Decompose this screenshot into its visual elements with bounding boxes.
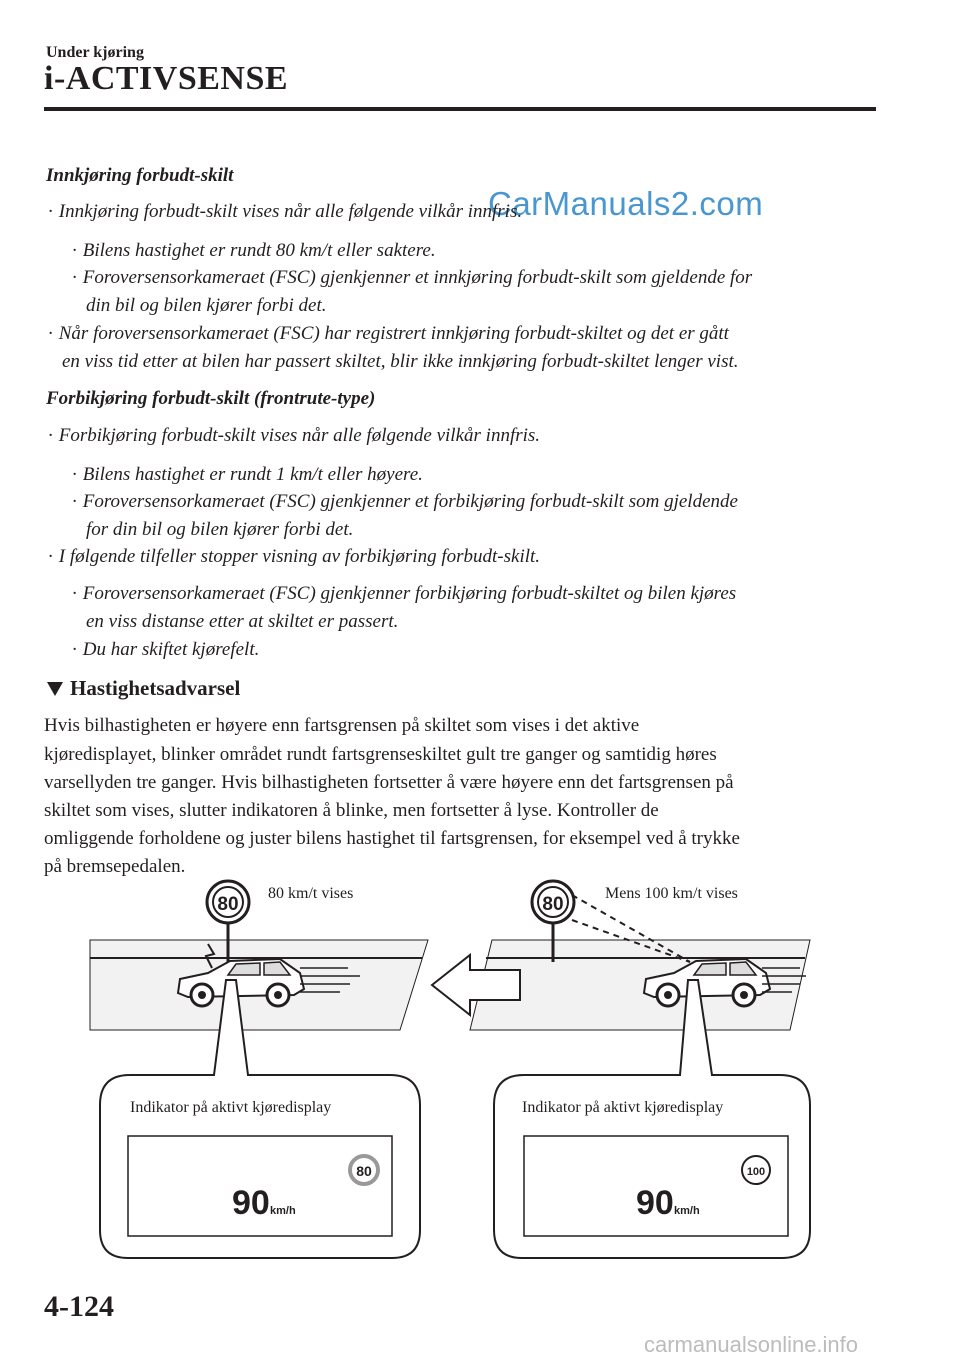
footer-watermark: carmanualsonline.info	[644, 1332, 859, 1357]
speed-warning-heading: Hastighetsadvarsel	[70, 676, 241, 700]
left-caption: 80 km/t vises	[268, 885, 354, 902]
left-display-unit: km/h	[270, 1205, 296, 1217]
right-display-unit: km/h	[674, 1205, 700, 1217]
right-caption: Mens 100 km/t vises	[605, 885, 738, 902]
body-line: på bremsepedalen.	[44, 856, 186, 877]
body-line: varsellyden tre ganger. Hvis bilhastigheten fortsetter å være høyere enn det fartsgrensen på	[44, 772, 734, 793]
list-item: · Forbikjøring forbudt-skilt vises når alle følgende vilkår innfris.	[48, 420, 540, 452]
list-item-cont: en viss tid etter at bilen har passert skiltet, blir ikke innkjøring forbudt-skiltet lenger vist.	[62, 351, 739, 372]
body-line: kjøredisplayet, blinker området rundt fartsgrenseskiltet gult tre ganger og samtidig høres	[44, 744, 717, 765]
right-display-speed: 90	[636, 1184, 674, 1222]
left-sign-value: 80	[217, 894, 239, 915]
right-display-limit: 100	[746, 1166, 766, 1178]
list-item: · Innkjøring forbudt-skilt vises når alle følgende vilkår innfris.	[48, 196, 522, 228]
list-item: · Du har skiftet kjørefelt.	[72, 634, 259, 666]
list-item: · Foroversensorkameraet (FSC) gjenkjenner et forbikjøring forbudt-skilt som gjeldende	[72, 486, 738, 518]
list-item: · Foroversensorkameraet (FSC) gjenkjenner et innkjøring forbudt-skilt som gjeldende for	[72, 262, 752, 294]
list-item-cont: en viss distanse etter at skiltet er passert.	[86, 611, 399, 632]
right-panel-label: Indikator på aktivt kjøredisplay	[522, 1099, 724, 1116]
left-display-speed: 90	[232, 1184, 270, 1222]
page-title: i-ACTIVSENSE	[44, 60, 289, 97]
right-sign-value: 80	[542, 894, 564, 915]
list-item: · Foroversensorkameraet (FSC) gjenkjenner forbikjøring forbudt-skiltet og bilen kjøres	[72, 578, 736, 610]
list-item: · Når foroversensorkameraet (FSC) har registrert innkjøring forbudt-skiltet og det er gått	[48, 318, 729, 350]
body-line: skiltet som vises, slutter indikatoren å blinke, men fortsetter å lyse. Kontroller de	[44, 800, 659, 821]
watermark: CarManuals2.com	[488, 185, 764, 222]
no-entry-heading: Innkjøring forbudt-skilt	[46, 165, 234, 186]
header-divider	[44, 107, 876, 111]
body-line: omliggende forholdene og juster bilens hastighet til fartsgrensen, for eksempel ved å trykke	[44, 828, 740, 849]
section-label: Under kjøring	[46, 44, 144, 61]
page-number: 4-124	[44, 1290, 114, 1323]
list-item: · I følgende tilfeller stopper visning av forbikjøring forbudt-skilt.	[48, 541, 540, 573]
no-overtake-heading: Forbikjøring forbudt-skilt (frontrute-type)	[46, 388, 376, 409]
list-item: · Bilens hastighet er rundt 1 km/t eller høyere.	[72, 459, 423, 491]
list-item-cont: for din bil og bilen kjører forbi det.	[86, 519, 354, 540]
speed-warning-illustration	[0, 870, 960, 1270]
body-line: Hvis bilhastigheten er høyere enn fartsgrensen på skiltet som vises i det aktive	[44, 715, 640, 736]
left-display-limit: 80	[356, 1163, 372, 1179]
list-item-cont: din bil og bilen kjører forbi det.	[86, 295, 327, 316]
left-panel-label: Indikator på aktivt kjøredisplay	[130, 1099, 332, 1116]
triangle-down-icon	[46, 680, 64, 703]
list-item: · Bilens hastighet er rundt 80 km/t eller saktere.	[72, 235, 436, 267]
